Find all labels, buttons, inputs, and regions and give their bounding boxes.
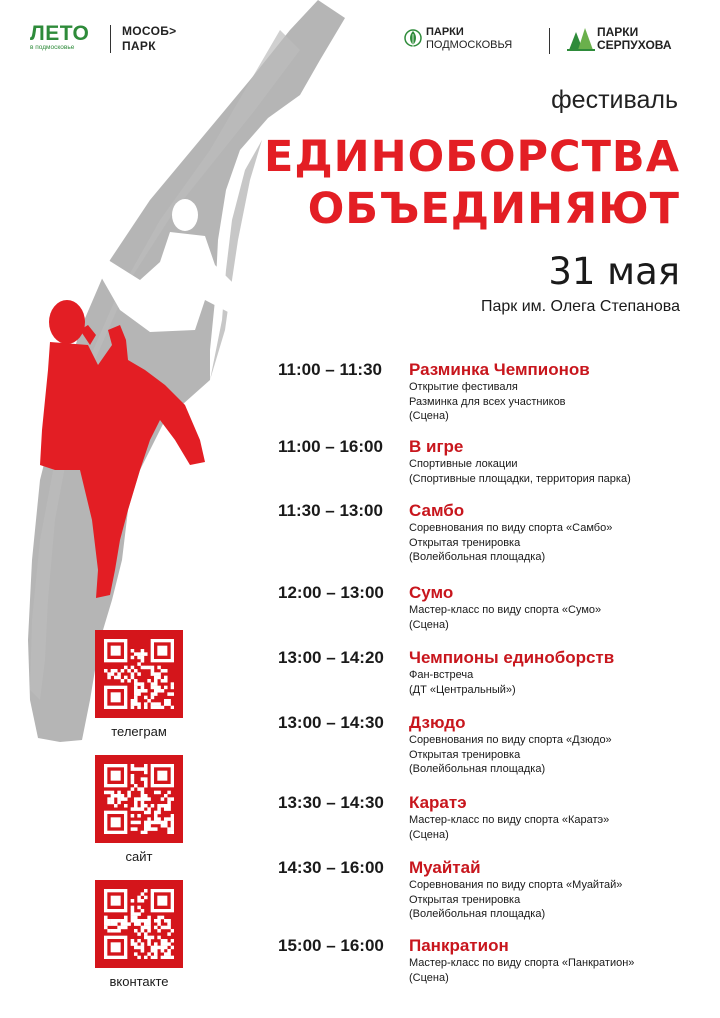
qr-telegram[interactable]: [95, 630, 183, 739]
schedule-title: Сумо: [409, 583, 454, 602]
schedule-detail: (Волейбольная площадка): [409, 551, 546, 563]
schedule-detail: (Сцена): [409, 410, 449, 422]
schedule-time: 11:00 – 11:30: [278, 360, 382, 379]
schedule-detail: (Волейбольная площадка): [409, 908, 546, 920]
schedule-detail: Фан-встреча: [409, 669, 474, 681]
schedule-detail: (Сцена): [409, 618, 449, 631]
qr-vkontakte[interactable]: [95, 880, 183, 989]
parki-serp-line1: ПАРКИ: [597, 25, 639, 39]
festival-label: фестиваль: [551, 86, 678, 114]
logo-divider: [110, 25, 111, 53]
schedule-title: Каратэ: [409, 793, 467, 812]
mosob-logo-line1: МОСОБ>: [122, 24, 177, 38]
schedule-title: Разминка Чемпионов: [409, 360, 590, 379]
schedule-detail: Соревнования по виду спорта «Дзюдо»: [409, 734, 612, 746]
schedule-detail: Соревнования по виду спорта «Самбо»: [409, 522, 613, 534]
schedule-title: Панкратион: [409, 936, 509, 955]
qr-label: вконтакте: [109, 974, 169, 989]
schedule-title: Самбо: [409, 501, 465, 520]
qr-code-box[interactable]: [95, 630, 183, 718]
schedule-detail: Спортивные локации: [409, 458, 518, 470]
qr-label: сайт: [125, 849, 153, 864]
qr-code-icon: [104, 764, 174, 834]
leto-logo: [30, 24, 89, 52]
qr-site[interactable]: [95, 755, 183, 864]
event-title-line1: ЕДИНОБОРСТВА: [264, 132, 680, 182]
parki-mo-line2: ПОДМОСКОВЬЯ: [426, 39, 513, 51]
event-date: 31 мая: [548, 250, 680, 293]
qr-code-box[interactable]: [95, 880, 183, 968]
event-venue: Парк им. Олега Степанова: [480, 298, 680, 315]
schedule-time: 14:30 – 16:00: [278, 858, 384, 877]
logo-divider: [549, 28, 550, 54]
schedule-time: 13:00 – 14:20: [278, 648, 384, 667]
schedule-time: 15:00 – 16:00: [278, 936, 384, 955]
schedule-detail: Открытие фестиваля: [409, 381, 518, 393]
qr-code-icon: [104, 639, 174, 709]
schedule-detail: Открытая тренировка: [409, 893, 521, 906]
leto-logo-main: ЛЕТО: [30, 22, 90, 45]
schedule-title: Муайтай: [409, 858, 481, 877]
parki-mo-line1: ПАРКИ: [426, 26, 464, 38]
mosob-logo-line2: ПАРК: [122, 39, 156, 53]
schedule-detail: Открытая тренировка: [409, 748, 521, 761]
event-title-line2: ОБЪЕДИНЯЮТ: [307, 184, 680, 234]
schedule-time: 11:30 – 13:00: [278, 501, 383, 520]
qr-label: телеграм: [111, 724, 167, 739]
schedule-detail: (Спортивные площадки, территория парка): [409, 472, 631, 485]
leaf-emblem-icon: [404, 26, 422, 52]
schedule-detail: Мастер-класс по виду спорта «Каратэ»: [409, 814, 610, 826]
parki-serp-line2: СЕРПУХОВА: [597, 38, 672, 52]
qr-code-box[interactable]: [95, 755, 183, 843]
schedule-detail: (ДТ «Центральный»): [409, 683, 516, 696]
schedule-time: 11:00 – 16:00: [278, 437, 383, 456]
schedule-detail: Разминка для всех участников: [409, 395, 566, 408]
schedule-detail: Соревнования по виду спорта «Муайтай»: [409, 879, 623, 891]
schedule-detail: Мастер-класс по виду спорта «Сумо»: [409, 604, 602, 616]
schedule-title: В игре: [409, 437, 464, 456]
schedule-detail: (Сцена): [409, 971, 449, 984]
schedule-time: 12:00 – 13:00: [278, 583, 384, 602]
schedule-title: Чемпионы единоборств: [409, 648, 615, 667]
schedule-detail: (Волейбольная площадка): [409, 763, 546, 775]
schedule-time: 13:00 – 14:30: [278, 713, 384, 732]
schedule-detail: (Сцена): [409, 828, 449, 841]
schedule-detail: Открытая тренировка: [409, 536, 521, 549]
schedule-detail: Мастер-класс по виду спорта «Панкратион»: [409, 957, 635, 969]
qr-code-icon: [104, 889, 174, 959]
leto-logo-sub: в подмосковье: [30, 44, 75, 51]
schedule-time: 13:30 – 14:30: [278, 793, 384, 812]
mosob-park-logo: [122, 24, 176, 54]
schedule-title: Дзюдо: [409, 713, 466, 732]
trees-emblem-icon: [567, 26, 595, 52]
